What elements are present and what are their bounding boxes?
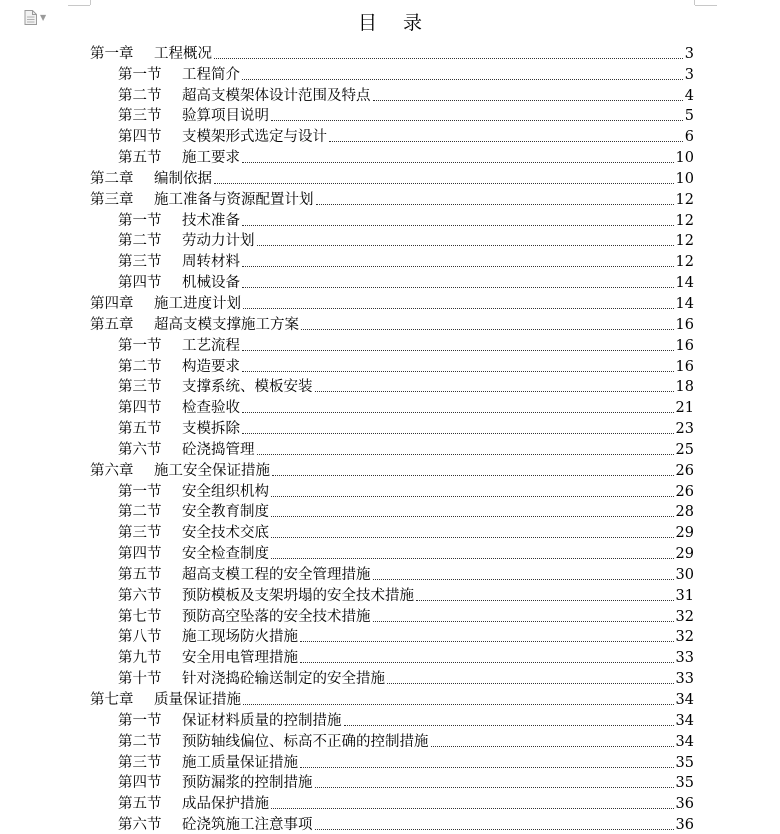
toc-section-entry[interactable]	[90, 125, 694, 146]
toc-entry-label: 构造要求	[182, 358, 240, 375]
toc-dot-leader	[315, 787, 674, 788]
toc-entry-page: 21	[675, 400, 694, 417]
toc-dot-leader	[373, 621, 674, 622]
toc-entry-number: 第五节	[118, 796, 162, 813]
page-title: 目录	[357, 12, 448, 34]
toc-dot-leader	[214, 58, 683, 59]
toc-chapter-entry[interactable]	[90, 313, 694, 334]
toc-section-entry[interactable]	[90, 63, 694, 84]
toc-dot-leader	[301, 329, 674, 330]
toc-entry-page: 12	[675, 233, 694, 250]
toc-entry-page: 3	[684, 66, 694, 83]
toc-entry-label: 预防高空坠落的安全技术措施	[182, 608, 371, 625]
toc-entry-number: 第一节	[118, 212, 162, 229]
toc-section-entry[interactable]	[90, 230, 694, 251]
toc-entry-number: 第三节	[118, 379, 162, 396]
toc-entry-number: 第三节	[118, 754, 162, 771]
toc-section-entry[interactable]	[90, 334, 694, 355]
toc-chapter-entry[interactable]	[90, 42, 694, 63]
toc-entry-number: 第七节	[118, 608, 162, 625]
toc-entry-label: 安全教育制度	[182, 504, 269, 521]
toc-entry-label: 验算项目说明	[182, 108, 269, 125]
toc-dot-leader	[257, 245, 674, 246]
toc-section-entry[interactable]	[90, 646, 694, 667]
toc-section-entry[interactable]	[90, 480, 694, 501]
toc-entry-page: 35	[675, 754, 694, 771]
toc-section-entry[interactable]	[90, 105, 694, 126]
toc-entry-label: 成品保护措施	[182, 796, 269, 813]
toc-dot-leader	[272, 475, 674, 476]
toc-section-entry[interactable]	[90, 605, 694, 626]
toc-entry-number: 第四节	[118, 275, 162, 292]
toc-entry-number: 第二节	[118, 233, 162, 250]
toc-entry-number: 第四节	[118, 400, 162, 417]
toc-entry-number: 第二节	[118, 87, 162, 104]
toc-entry-page: 12	[675, 254, 694, 271]
toc-entry-label: 施工准备与资源配置计划	[154, 191, 314, 208]
toc-dot-leader	[271, 496, 674, 497]
toc-entry-page: 32	[675, 608, 694, 625]
toc-entry-label: 支模拆除	[182, 421, 240, 438]
toc-dot-leader	[431, 746, 674, 747]
toc-section-entry[interactable]	[90, 84, 694, 105]
toc-dot-leader	[242, 350, 674, 351]
toc-entry-page: 16	[675, 316, 694, 333]
toc-entry-number: 第四章	[90, 295, 134, 312]
toc-dot-leader	[242, 371, 674, 372]
toc-section-entry[interactable]	[90, 438, 694, 459]
toc-entry-label: 编制依据	[154, 170, 212, 187]
toc-entry-page: 29	[675, 546, 694, 563]
toc-entry-number: 第二章	[90, 170, 134, 187]
toc-entry-number: 第六章	[90, 462, 134, 479]
toc-entry-number: 第四节	[118, 546, 162, 563]
toc-entry-page: 16	[675, 358, 694, 375]
toc-section-entry[interactable]	[90, 521, 694, 542]
toc-section-entry[interactable]	[90, 146, 694, 167]
toc-entry-number: 第三节	[118, 108, 162, 125]
toc-entry-label: 机械设备	[182, 275, 240, 292]
toc-dot-leader	[242, 287, 674, 288]
toc-section-entry[interactable]	[90, 813, 694, 834]
toc-entry-page: 6	[684, 129, 694, 146]
toc-dot-leader	[271, 516, 674, 517]
toc-entry-page: 31	[675, 587, 694, 604]
toc-dot-leader	[271, 558, 674, 559]
toc-entry-number: 第四节	[118, 129, 162, 146]
toc-entry-page: 16	[675, 337, 694, 354]
toc-section-entry[interactable]	[90, 563, 694, 584]
toc-section-entry[interactable]	[90, 396, 694, 417]
toc-entry-number: 第五章	[90, 316, 134, 333]
toc-dot-leader	[257, 454, 674, 455]
toc-entry-label: 超高支模支撑施工方案	[154, 316, 299, 333]
toc-dot-leader	[242, 412, 674, 413]
toc-dot-leader	[242, 225, 674, 226]
toc-entry-label: 支模架形式选定与设计	[182, 129, 327, 146]
toc-entry-page: 32	[675, 629, 694, 646]
toc-entry-label: 劳动力计划	[182, 233, 255, 250]
toc-entry-label: 保证材料质量的控制措施	[182, 712, 342, 729]
toc-dot-leader	[243, 308, 674, 309]
toc-dot-leader	[416, 600, 674, 601]
toc-section-entry[interactable]	[90, 751, 694, 772]
toc-entry-page: 12	[675, 191, 694, 208]
toc-entry-label: 质量保证措施	[154, 692, 241, 708]
toc-section-entry[interactable]	[90, 417, 694, 438]
toc-entry-label: 预防模板及支架坍塌的安全技术措施	[182, 587, 414, 604]
toc-entry-page: 36	[675, 796, 694, 813]
toc-entry-page: 36	[675, 817, 694, 834]
toc-entry-label: 施工进度计划	[154, 295, 241, 312]
margin-mark-left	[90, 0, 91, 5]
toc-entry-label: 施工现场防火措施	[182, 629, 298, 646]
toc-entry-page: 3	[684, 45, 694, 62]
toc-entry-page: 12	[675, 212, 694, 229]
toc-entry-label: 预防轴线偏位、标高不正确的控制措施	[182, 733, 429, 750]
toc-entry-page: 30	[675, 566, 694, 583]
toc-dot-leader	[315, 391, 674, 392]
toc-entry-label: 检查验收	[182, 400, 240, 417]
toc-section-entry[interactable]	[90, 271, 694, 292]
toc-entry-number: 第五节	[118, 421, 162, 438]
toc-entry-number: 第六节	[118, 587, 162, 604]
toc-section-entry[interactable]	[90, 209, 694, 230]
toc-entry-page: 25	[675, 441, 694, 458]
toc-entry-number: 第十节	[118, 671, 162, 688]
toc-chapter-entry[interactable]	[90, 459, 694, 480]
toc-entry-number: 第七章	[90, 692, 134, 708]
toc-dot-leader	[243, 704, 674, 705]
toc-entry-label: 施工安全保证措施	[154, 462, 270, 479]
table-of-contents	[90, 42, 694, 834]
toc-entry-number: 第一节	[118, 66, 162, 83]
toc-dot-leader	[329, 141, 683, 142]
toc-entry-label: 施工质量保证措施	[182, 754, 298, 771]
toc-entry-number: 第五节	[118, 150, 162, 167]
toc-entry-page: 5	[684, 108, 694, 125]
toc-entry-page: 10	[675, 170, 694, 187]
toc-entry-number: 第二节	[118, 504, 162, 521]
toc-entry-page: 14	[675, 275, 694, 292]
toc-entry-page: 23	[675, 421, 694, 438]
toc-entry-label: 安全组织机构	[182, 483, 269, 500]
toc-dot-leader	[271, 808, 674, 809]
toc-dot-leader	[373, 100, 683, 101]
toc-entry-page: 26	[675, 483, 694, 500]
toc-dot-leader	[373, 579, 674, 580]
toc-dot-leader	[271, 120, 683, 121]
toc-section-entry[interactable]	[90, 542, 694, 563]
toc-entry-label: 超高支模架体设计范围及特点	[182, 87, 371, 104]
toc-entry-label: 施工要求	[182, 150, 240, 167]
toc-entry-label: 砼浇筑施工注意事项	[182, 817, 313, 834]
toc-entry-page: 29	[675, 525, 694, 542]
toc-section-entry[interactable]	[90, 626, 694, 647]
toc-entry-label: 安全检查制度	[182, 546, 269, 563]
toc-entry-number: 第三章	[90, 191, 134, 208]
toc-dot-leader	[344, 725, 674, 726]
toc-entry-label: 预防漏浆的控制措施	[182, 775, 313, 792]
toc-entry-label: 安全技术交底	[182, 525, 269, 542]
toc-entry-page: 35	[675, 775, 694, 792]
toc-entry-number: 第八节	[118, 629, 162, 646]
toc-entry-label: 砼浇捣管理	[182, 441, 255, 458]
toc-section-entry[interactable]	[90, 709, 694, 730]
toc-entry-page: 4	[684, 87, 694, 104]
toc-entry-label: 工程概况	[154, 45, 212, 62]
toc-entry-label: 安全用电管理措施	[182, 650, 298, 667]
toc-dot-leader	[300, 767, 674, 768]
toc-dot-leader	[214, 183, 674, 184]
margin-mark-left-h	[68, 5, 90, 6]
toc-chapter-entry[interactable]	[90, 688, 694, 709]
toc-section-entry[interactable]	[90, 792, 694, 813]
toc-dot-leader	[242, 79, 683, 80]
toc-entry-number: 第一章	[90, 45, 134, 62]
toc-entry-page: 33	[675, 650, 694, 667]
toc-dot-leader	[242, 162, 674, 163]
toc-entry-label: 支撑系统、模板安装	[182, 379, 313, 396]
toc-chapter-entry[interactable]	[90, 292, 694, 313]
toc-section-entry[interactable]	[90, 584, 694, 605]
toc-entry-number: 第二节	[118, 358, 162, 375]
toc-entry-number: 第九节	[118, 650, 162, 667]
toc-dot-leader	[316, 204, 674, 205]
toc-dot-leader	[271, 537, 674, 538]
toc-entry-page: 34	[675, 733, 694, 750]
toc-dot-leader	[300, 662, 674, 663]
toc-section-entry[interactable]	[90, 501, 694, 522]
toc-entry-number: 第六节	[118, 441, 162, 458]
toc-dot-leader	[300, 641, 674, 642]
toc-dot-leader	[387, 683, 674, 684]
toc-chapter-entry[interactable]	[90, 188, 694, 209]
toc-entry-number: 第一节	[118, 337, 162, 354]
toc-entry-number: 第三节	[118, 254, 162, 271]
toc-entry-page: 14	[675, 295, 694, 312]
toc-entry-label: 工程简介	[182, 66, 240, 83]
toc-dot-leader	[315, 829, 674, 830]
toc-section-entry[interactable]	[90, 376, 694, 397]
toc-dot-leader	[242, 266, 674, 267]
toc-entry-page: 28	[675, 504, 694, 521]
margin-mark-right-h	[695, 5, 717, 6]
chevron-down-icon[interactable]: ▼	[40, 13, 47, 22]
toc-dot-leader	[242, 433, 674, 434]
toc-entry-number: 第三节	[118, 525, 162, 542]
toc-entry-label: 周转材料	[182, 254, 240, 271]
toc-section-entry[interactable]	[90, 667, 694, 688]
toc-chapter-entry[interactable]	[90, 167, 694, 188]
toc-entry-label: 超高支模工程的安全管理措施	[182, 566, 371, 583]
toc-entry-number: 第一节	[118, 483, 162, 500]
toc-entry-number: 第二节	[118, 733, 162, 750]
toc-section-entry[interactable]	[90, 772, 694, 793]
toc-entry-page: 34	[675, 692, 694, 708]
toc-entry-label: 针对浇捣砼输送制定的安全措施	[182, 671, 385, 688]
toc-entry-page: 26	[675, 462, 694, 479]
toc-entry-number: 第一节	[118, 712, 162, 729]
toc-entry-page: 10	[675, 150, 694, 167]
toc-entry-page: 33	[675, 671, 694, 688]
toc-entry-page: 18	[675, 379, 694, 396]
toc-entry-page: 34	[675, 712, 694, 729]
toc-entry-number: 第四节	[118, 775, 162, 792]
toc-section-entry[interactable]	[90, 250, 694, 271]
toc-entry-number: 第六节	[118, 817, 162, 834]
toc-entry-label: 技术准备	[182, 212, 240, 229]
toc-entry-number: 第五节	[118, 566, 162, 583]
toc-section-entry[interactable]	[90, 730, 694, 751]
toc-entry-label: 工艺流程	[182, 337, 240, 354]
toc-section-entry[interactable]	[90, 355, 694, 376]
